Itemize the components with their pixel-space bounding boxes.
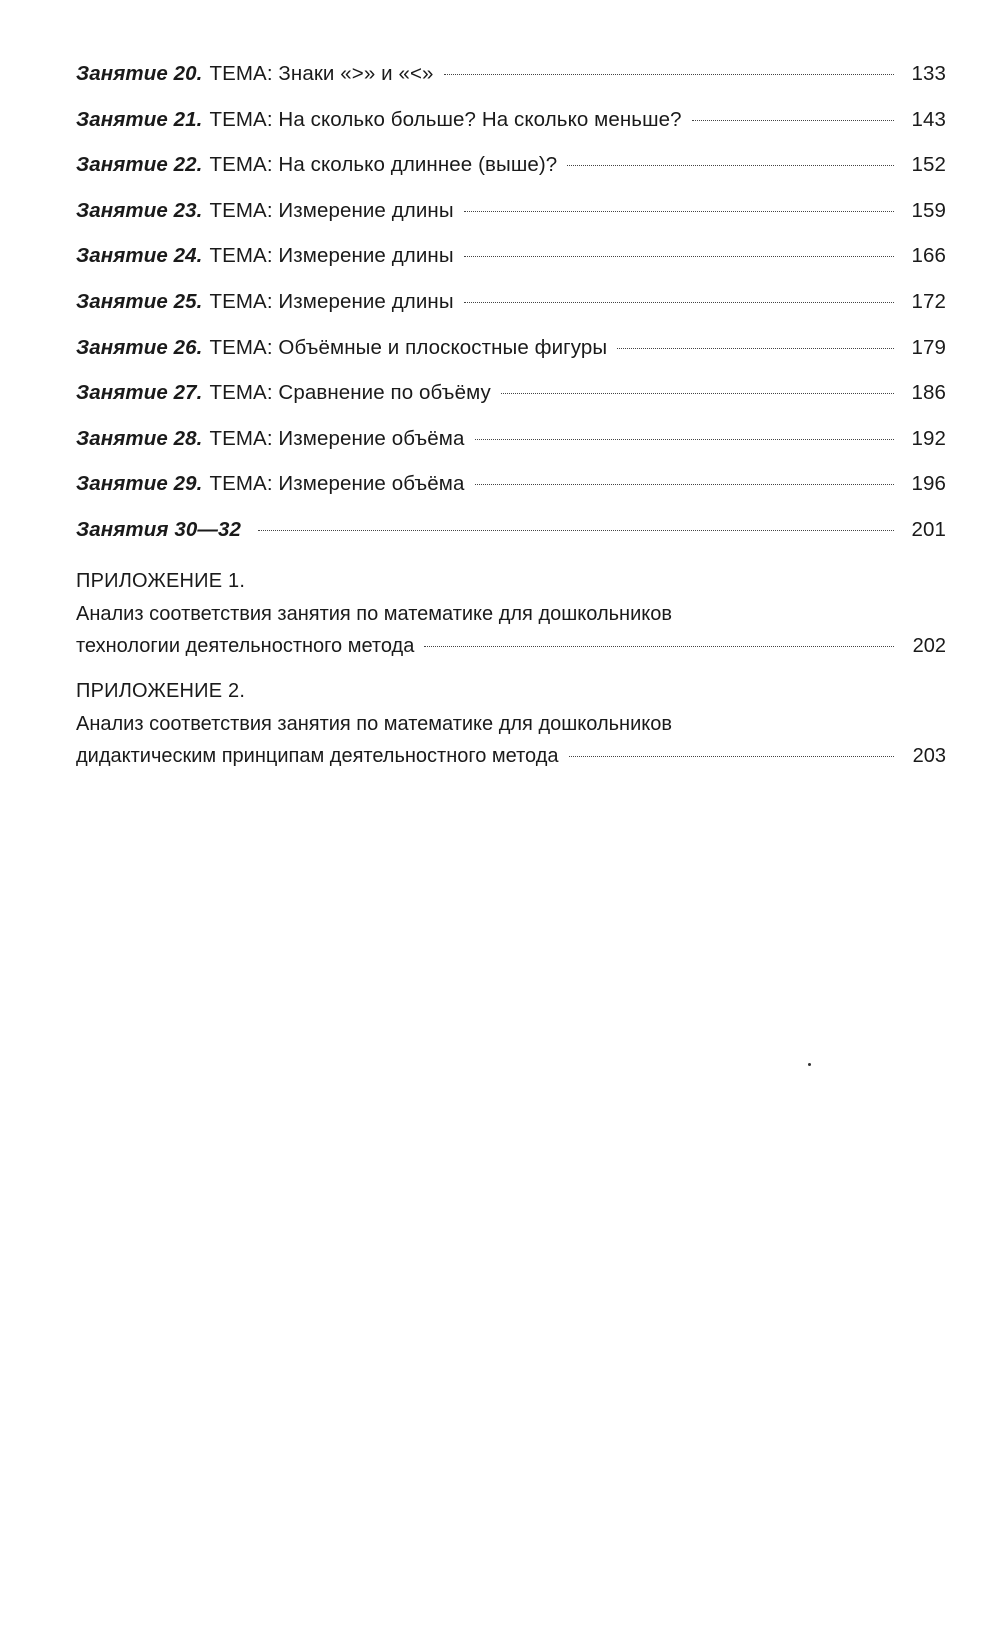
appendix-title-last-line <box>76 740 946 776</box>
toc-entry-26[interactable] <box>76 336 946 382</box>
dot-leader <box>464 256 894 257</box>
lesson-number: Занятие 27. <box>76 381 203 405</box>
page-number: 192 <box>911 426 946 450</box>
print-speck <box>808 1063 811 1066</box>
dot-leader <box>258 530 894 531</box>
appendix-title-last-line <box>76 630 946 666</box>
lesson-theme: ТЕМА: На сколько больше? На сколько меньше? <box>209 107 682 131</box>
toc-entry-21[interactable] <box>76 108 946 154</box>
page-number: 143 <box>911 107 946 131</box>
appendix-title-line: Анализ соответствия занятия по математике для дошкольников <box>76 602 672 625</box>
toc-entry-27[interactable] <box>76 381 946 427</box>
lesson-theme: ТЕМА: Объёмные и плоскостные фигуры <box>209 335 608 359</box>
dot-leader <box>464 302 894 303</box>
lesson-number: Занятие 20. <box>76 62 203 85</box>
page-number: 159 <box>911 198 946 222</box>
page-number: 203 <box>912 744 946 767</box>
lesson-number: Занятие 23. <box>76 198 203 222</box>
lesson-theme: ТЕМА: Измерение объёма <box>209 426 465 450</box>
page-number: 172 <box>911 289 946 313</box>
page-number: 179 <box>911 335 946 359</box>
lesson-number: Занятия 30—32 <box>76 517 241 541</box>
appendix-heading: ПРИЛОЖЕНИЕ 1. <box>76 569 246 592</box>
dot-leader <box>617 348 894 349</box>
toc-entry-22[interactable] <box>76 153 946 199</box>
toc-entry-30-32[interactable] <box>76 518 946 564</box>
appendix-1[interactable] <box>76 564 946 666</box>
toc-entry-29[interactable] <box>76 472 946 518</box>
appendix-heading: ПРИЛОЖЕНИЕ 2. <box>76 679 246 702</box>
toc-entry-28[interactable] <box>76 427 946 473</box>
toc-entry-23[interactable] <box>76 199 946 245</box>
dot-leader <box>692 120 894 121</box>
dot-leader <box>567 165 894 166</box>
dot-leader <box>501 393 894 394</box>
toc-entry-20[interactable] <box>76 62 946 108</box>
appendix-title-line: дидактическим принципам деятельностного метода <box>76 744 559 767</box>
lesson-number: Занятие 21. <box>76 107 203 131</box>
dot-leader <box>444 74 894 75</box>
dot-leader <box>569 756 894 757</box>
lesson-theme: ТЕМА: На сколько длиннее (выше)? <box>209 153 558 177</box>
page-number: 152 <box>911 153 946 177</box>
lesson-theme: ТЕМА: Измерение длины <box>209 289 454 313</box>
lesson-number: Занятие 28. <box>76 426 203 450</box>
page-number: 133 <box>911 62 946 85</box>
lesson-theme: ТЕМА: Сравнение по объёму <box>209 381 491 405</box>
appendix-title-line: Анализ соответствия занятия по математике для дошкольников <box>76 712 672 735</box>
lesson-number: Занятие 26. <box>76 335 203 359</box>
toc-entry-25[interactable] <box>76 290 946 336</box>
dot-leader <box>424 646 894 647</box>
dot-leader <box>464 211 894 212</box>
lesson-theme: ТЕМА: Знаки «>» и «<» <box>209 62 434 85</box>
page-number: 186 <box>911 381 946 405</box>
table-of-contents <box>76 62 946 784</box>
appendix-2[interactable] <box>76 674 946 776</box>
lesson-number: Занятие 29. <box>76 472 203 496</box>
lesson-theme: ТЕМА: Измерение длины <box>209 198 454 222</box>
dot-leader <box>475 484 895 485</box>
page-number: 201 <box>911 517 946 541</box>
toc-entry-24[interactable] <box>76 244 946 290</box>
lesson-number: Занятие 25. <box>76 289 203 313</box>
page-number: 196 <box>911 472 946 496</box>
lesson-number: Занятие 24. <box>76 244 203 268</box>
dot-leader <box>475 439 895 440</box>
appendix-title-line: технологии деятельностного метода <box>76 634 415 657</box>
page-number: 166 <box>911 244 946 268</box>
lesson-theme: ТЕМА: Измерение длины <box>209 244 454 268</box>
page-number: 202 <box>912 634 946 657</box>
lesson-theme: ТЕМА: Измерение объёма <box>209 472 465 496</box>
lesson-number: Занятие 22. <box>76 153 203 177</box>
